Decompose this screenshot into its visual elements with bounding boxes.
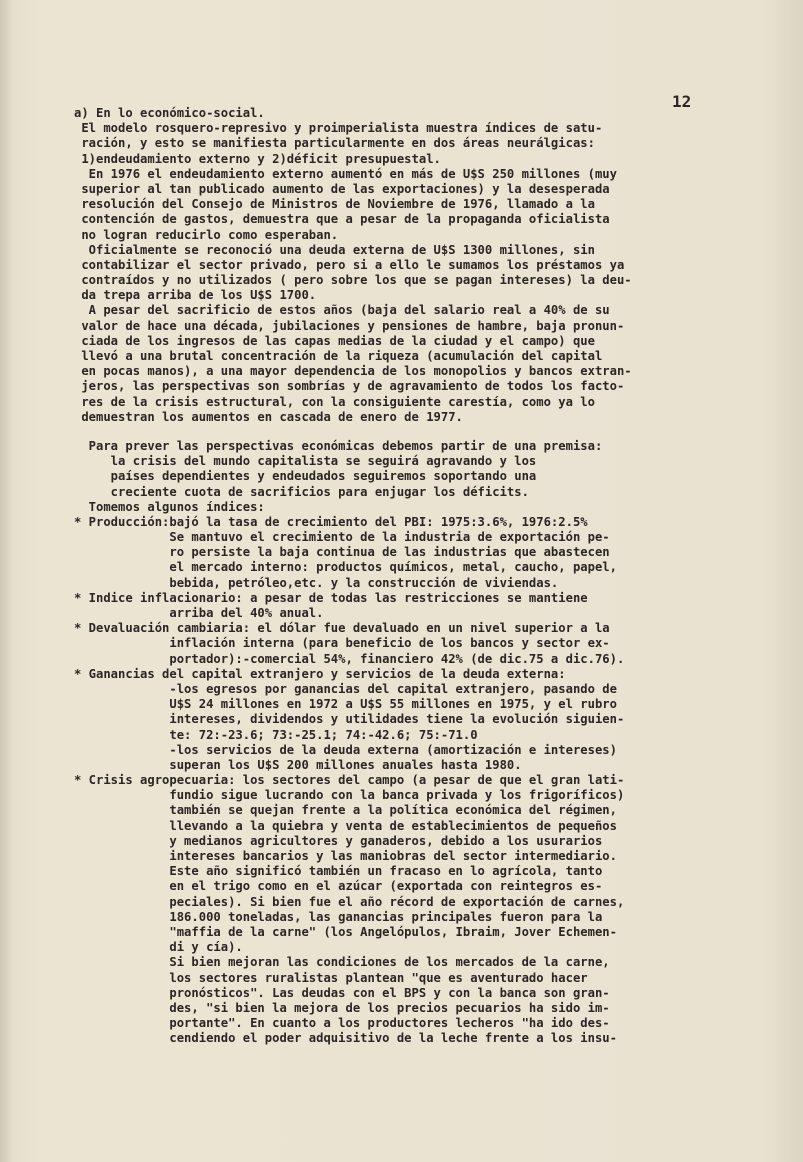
- text-line: Oficialmente se reconoció una deuda externa de U$S 1300 millones, sin: [74, 242, 595, 257]
- text-line: países dependientes y endeudados seguiremos soportando una: [74, 469, 537, 484]
- text-line: la crisis del mundo capitalista se seguirá agravando y los: [74, 454, 537, 469]
- text-line: * Devaluación cambiaria: el dólar fue devaluado en un nivel superior a la: [74, 621, 610, 636]
- text-line: ración, y esto se manifiesta particularmente en dos áreas neurálgicas:: [74, 136, 595, 151]
- text-line: -los egresos por ganancias del capital extranjero, pasando de: [74, 681, 617, 696]
- text-line: los sectores ruralistas plantean "que es aventurado hacer: [74, 970, 588, 985]
- text-line: bebida, petróleo,etc. y la construcción de viviendas.: [74, 575, 559, 590]
- text-line: pronósticos". Las deudas con el BPS y con la banca son gran-: [74, 985, 610, 1000]
- text-line: valor de hace una década, jubilaciones y pensiones de hambre, baja pronun-: [74, 318, 625, 333]
- text-line: creciente cuota de sacrificios para enjugar los déficits.: [74, 484, 529, 499]
- text-line: cendiendo el poder adquisitivo de la leche frente a los insu-: [74, 1031, 617, 1046]
- text-line: peciales). Si bien fue el año récord de exportación de carnes,: [74, 894, 625, 909]
- text-line: [74, 425, 734, 439]
- text-line: intereses bancarios y las maniobras del sector intermediario.: [74, 849, 617, 863]
- text-line: * Producción:bajó la tasa de crecimiento del PBI: 1975:3.6%, 1976:2.5%: [74, 514, 588, 529]
- text-line: contraídos y no utilizados ( pero sobre los que se pagan intereses) la deu-: [74, 273, 632, 288]
- text-line: Tomemos algunos índices:: [74, 499, 265, 514]
- text-line: superior al tan publicado aumento de las exportaciones) y la desesperada: [74, 181, 610, 196]
- text-line: resolución del Consejo de Ministros de Noviembre de 1976, llamado a la: [74, 197, 595, 212]
- text-line: el mercado interno: productos químicos, metal, caucho, papel,: [74, 560, 617, 575]
- text-line: llevando a la quiebra y venta de establecimientos de pequeños: [74, 818, 617, 833]
- text-line: arriba del 40% anual.: [74, 606, 324, 620]
- text-line: El modelo rosquero-represivo y proimperialista muestra índices de satu-: [74, 121, 603, 136]
- text-line: en el trigo como en el azúcar (exportada con reintegros es-: [74, 879, 603, 894]
- text-line: 1)endeudamiento externo y 2)déficit presupuestal.: [74, 151, 441, 166]
- text-line: Si bien mejoran las condiciones de los mercados de la carne,: [74, 955, 610, 970]
- text-line: jeros, las perspectivas son sombrías y de agravamiento de todos los facto-: [74, 379, 625, 394]
- text-line: inflación interna (para beneficio de los bancos y sector ex-: [74, 636, 610, 651]
- text-line: * Indice inflacionario: a pesar de todas las restricciones se mantiene: [74, 590, 588, 605]
- text-line: superan los U$S 200 millones anuales hasta 1980.: [74, 757, 522, 772]
- text-line: Para prever las perspectivas económicas debemos partir de una premisa:: [74, 438, 603, 453]
- text-line: también se quejan frente a la política económica del régimen,: [74, 803, 617, 818]
- text-line: intereses, dividendos y utilidades tiene la evolución siguien-: [74, 712, 625, 727]
- text-line: di y cía).: [74, 940, 243, 955]
- text-line: A pesar del sacrificio de estos años (baja del salario real a 40% de su: [74, 303, 610, 318]
- text-line: en pocas manos), a una mayor dependencia de los monopolios y bancos extran-: [74, 364, 632, 379]
- text-line: des, "si bien la mejora de los precios pecuarios ha sido im-: [74, 1000, 610, 1015]
- text-line: da trepa arriba de los U$S 1700.: [74, 288, 317, 303]
- text-line: contabilizar el sector privado, pero si a ello le sumamos los préstamos ya: [74, 257, 625, 272]
- text-line: portador):-comercial 54%, financiero 42% (de dic.75 a dic.76).: [74, 651, 625, 666]
- document-body: [74, 106, 734, 1046]
- text-line: 186.000 toneladas, las ganancias principales fueron para la: [74, 909, 603, 924]
- text-line: portante". En cuanto a los productores lecheros "ha ido des-: [74, 1016, 610, 1031]
- text-line: ciada de los ingresos de las capas medias de la ciudad y el campo) que: [74, 333, 595, 348]
- text-line: demuestran los aumentos en cascada de enero de 1977.: [74, 409, 463, 424]
- text-line: Se mantuvo el crecimiento de la industria de exportación pe-: [74, 530, 610, 545]
- text-line: "maffia de la carne" (los Angelópulos, Ibraim, Jover Echemen-: [74, 924, 617, 939]
- text-line: res de la crisis estructural, con la consiguiente carestía, como ya lo: [74, 394, 595, 409]
- text-line: contención de gastos, demuestra que a pesar de la propaganda oficialista: [74, 212, 610, 227]
- text-line: llevó a una brutal concentración de la riqueza (acumulación del capital: [74, 349, 603, 363]
- text-line: En 1976 el endeudamiento externo aumentó en más de U$S 250 millones (muy: [74, 166, 617, 181]
- text-line: * Crisis agropecuaria: los sectores del campo (a pesar de que el gran lati-: [74, 773, 625, 788]
- text-line: a) En lo económico-social.: [74, 106, 265, 120]
- text-line: te: 72:-23.6; 73:-25.1; 74:-42.6; 75:-71.0: [74, 727, 478, 742]
- page-number: 12: [672, 92, 692, 111]
- text-line: fundio sigue lucrando con la banca privada y los frigoríficos): [74, 788, 625, 803]
- text-line: * Ganancias del capital extranjero y servicios de la deuda externa:: [74, 666, 566, 681]
- text-line: y medianos agricultores y ganaderos, debido a los usurarios: [74, 833, 603, 848]
- text-line: U$S 24 millones en 1972 a U$S 55 millones en 1975, y el rubro: [74, 697, 617, 712]
- text-line: -los servicios de la deuda externa (amortización e intereses): [74, 742, 617, 757]
- text-line: no logran reducirlo como esperaban.: [74, 227, 339, 242]
- text-line: Este año significó también un fracaso en lo agrícola, tanto: [74, 864, 603, 879]
- text-line: ro persiste la baja continua de las industrias que abastecen: [74, 545, 610, 560]
